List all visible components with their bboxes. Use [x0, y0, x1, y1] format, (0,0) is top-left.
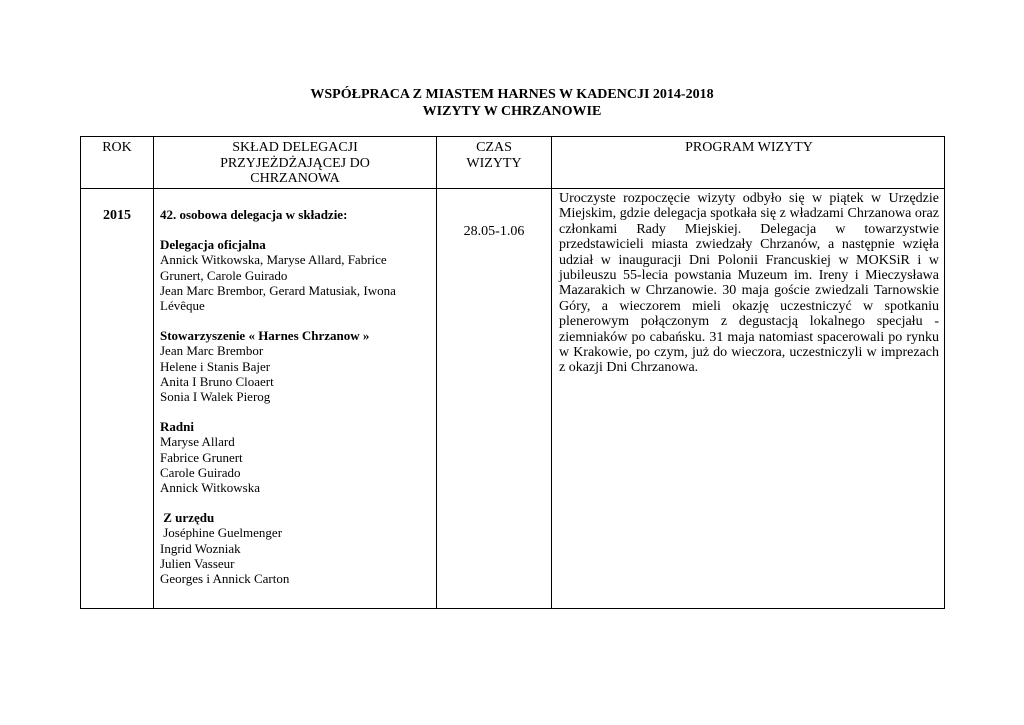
header-czas-line: WIZYTY — [466, 155, 522, 171]
delegation-list — [154, 207, 436, 586]
header-rok: ROK — [102, 140, 132, 155]
member-line: Julien Vasseur — [160, 555, 235, 571]
member-line: Georges i Annick Carton — [160, 571, 290, 587]
title-line-1: WSPÓŁPRACA Z MIASTEM HARNES W KADENCJI 2014-2018 — [310, 87, 714, 102]
header-sklad-line: SKŁAD DELEGACJI — [232, 140, 358, 155]
visits-table — [80, 136, 945, 609]
member-line: Fabrice Grunert — [160, 449, 243, 465]
header-sklad-line: CHRZANOWA — [250, 171, 340, 186]
visit-dates: 28.05-1.06 — [463, 224, 525, 239]
header-czas-wizyty — [437, 140, 551, 171]
delegation-intro: 42. osobowa delegacja w składzie: — [160, 207, 348, 222]
row-year: 2015 — [103, 208, 131, 223]
header-sklad-line: PRZYJEŻDŻAJĄCEJ DO — [220, 155, 370, 171]
group-heading: Delegacja oficjalna — [160, 237, 266, 253]
group-heading: Radni — [160, 419, 194, 435]
member-line: Helene i Stanis Bajer — [160, 358, 271, 374]
header-sklad-delegacji — [154, 140, 436, 187]
document-title — [0, 86, 1024, 120]
member-line: Ingrid Wozniak — [160, 540, 241, 556]
member-line: Grunert, Carole Guirado — [160, 267, 288, 283]
member-line: Jean Marc Brembor, Gerard Matusiak, Iwona — [160, 282, 396, 298]
column-divider — [436, 137, 437, 608]
header-czas-line: CZAS — [476, 140, 512, 155]
member-line: Annick Witkowska — [160, 480, 260, 496]
header-program-wizyty: PROGRAM WIZYTY — [685, 140, 813, 155]
header-divider — [81, 188, 944, 189]
member-line: Annick Witkowska, Maryse Allard, Fabrice — [160, 252, 387, 268]
title-line-2: WIZYTY W CHRZANOWIE — [422, 104, 602, 119]
group-heading: Z urzędu — [160, 510, 215, 526]
member-line: Anita I Bruno Cloaert — [160, 373, 274, 389]
group-heading: Stowarzyszenie « Harnes Chrzanow » — [160, 328, 370, 344]
visit-program: Uroczyste rozpoczęcie wizyty odbyło się w piątek w Urzędzie Miejskim, gdzie delegacja spotkała się z władzami Chrzanowa oraz członkami Rady Miejskiej. Delegacja w towarzystwie przedstawicieli miasta zwiedzały Chrzanów, a następnie wzięła udział w inauguracji Dni Polonii Francuskiej w MOKSiR i w jubileuszu 55-lecia powstania Muzeum im. Ireny i Mieczysława Mazarakich w Chrzanowie. 30 maja goście zwiedzali Tarnowskie Góry, a wieczorem mieli okazję uczestniczyć w spotkaniu plenerowym połączonym z degustacją lokalnego specjału - ziemniaków po cabańsku. 31 maja natomiast spacerowali po rynku w Krakowie, po czym, już do wieczora, uczestniczyli w imprezach z okazji Dni Chrzanowa. — [559, 191, 939, 376]
member-line: Lévêque — [160, 298, 205, 314]
member-line: Maryse Allard — [160, 434, 235, 450]
member-line: Carole Guirado — [160, 464, 241, 480]
member-line: Joséphine Guelmenger — [160, 525, 283, 541]
member-line: Jean Marc Brembor — [160, 343, 264, 359]
member-line: Sonia I Walek Pierog — [160, 389, 271, 405]
